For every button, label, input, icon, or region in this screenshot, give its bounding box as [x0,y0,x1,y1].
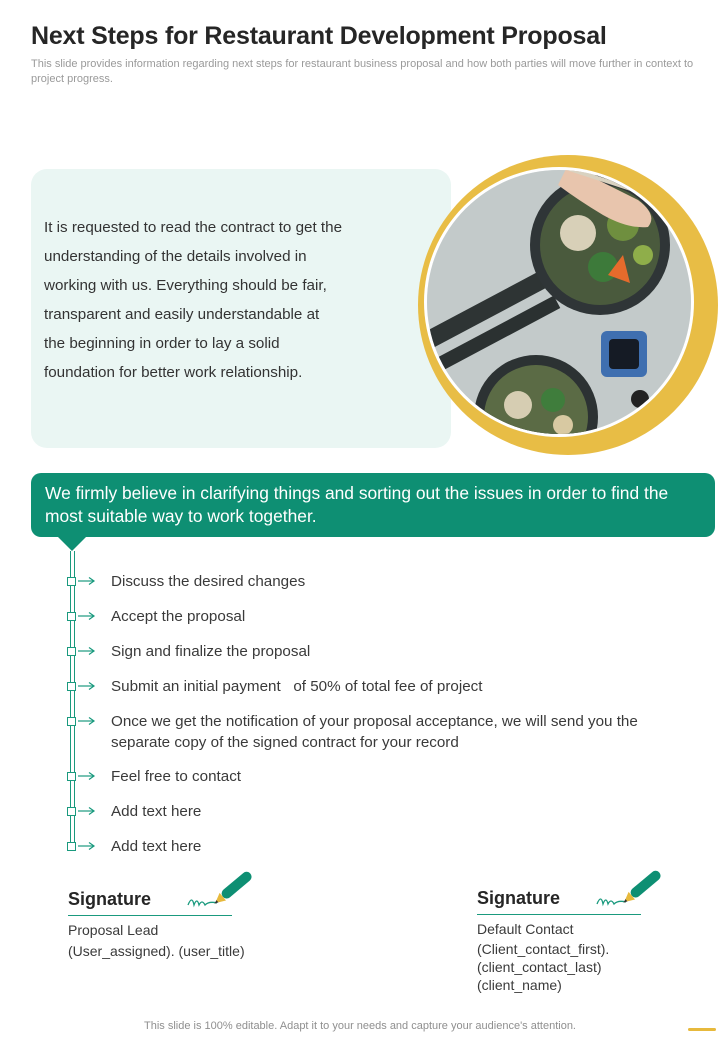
step-label: Add text here [111,803,202,820]
step-node [67,647,76,656]
step-label: Submit an initial payment of 50% of total fee of project [111,678,483,695]
signature-name: (User_assigned). (user_title) [68,943,245,959]
signature-line [68,915,232,916]
arrow-right-icon [78,806,96,816]
arrow-right-icon [78,681,96,691]
signature-name: (Client_contact_first). (client_contact_last) (client_name) [477,941,610,993]
step-label: Feel free to contact [111,768,242,785]
step-node [67,717,76,726]
arrow-right-icon [78,646,96,656]
step-node [67,842,76,851]
arrow-right-icon [78,611,96,621]
step-node [67,682,76,691]
pen-signature-icon [589,864,667,914]
arrow-right-icon [78,771,96,781]
arrow-right-icon [78,716,96,726]
step-node [67,807,76,816]
footer-note: This slide is 100% editable. Adapt it to your needs and capture your audience's attention. [144,1020,576,1032]
step-label: Add text here [111,838,202,855]
steps-timeline [70,551,75,847]
step-label: Once we get the notification of your proposal acceptance, we will send you the separate copy of the signed contract for your record [111,713,638,751]
pen-signature-icon [180,865,258,915]
banner-pointer [57,536,87,551]
signature-role: Default Contact [477,921,574,937]
food-photo [418,155,720,455]
signature-title: Signature [68,889,152,909]
page-subtitle: This slide provides information regarding next steps for restaurant business proposal and how both parties will move further in context to project progress. [31,58,694,85]
step-node [67,772,76,781]
signature-title: Signature [477,888,561,908]
signature-role: Proposal Lead [68,922,159,938]
signature-line [477,914,641,915]
intro-text: It is requested to read the contract to get the understanding of the details involved in working with us. Everything should be fair, transparent and easily understandable at the beginning in order to lay a solid foundation for better work relationship. [44,219,343,381]
step-node [67,612,76,621]
step-node [67,577,76,586]
banner-text: We firmly believe in clarifying things and sorting out the issues in order to find the most suitable way to work together. [45,483,669,526]
page-title: Next Steps for Restaurant Development Proposal [31,22,607,50]
footer-accent-bar [688,1028,716,1031]
arrow-right-icon [78,576,96,586]
step-label: Sign and finalize the proposal [111,643,311,660]
step-label: Accept the proposal [111,608,246,625]
step-label: Discuss the desired changes [111,573,306,590]
arrow-right-icon [78,841,96,851]
